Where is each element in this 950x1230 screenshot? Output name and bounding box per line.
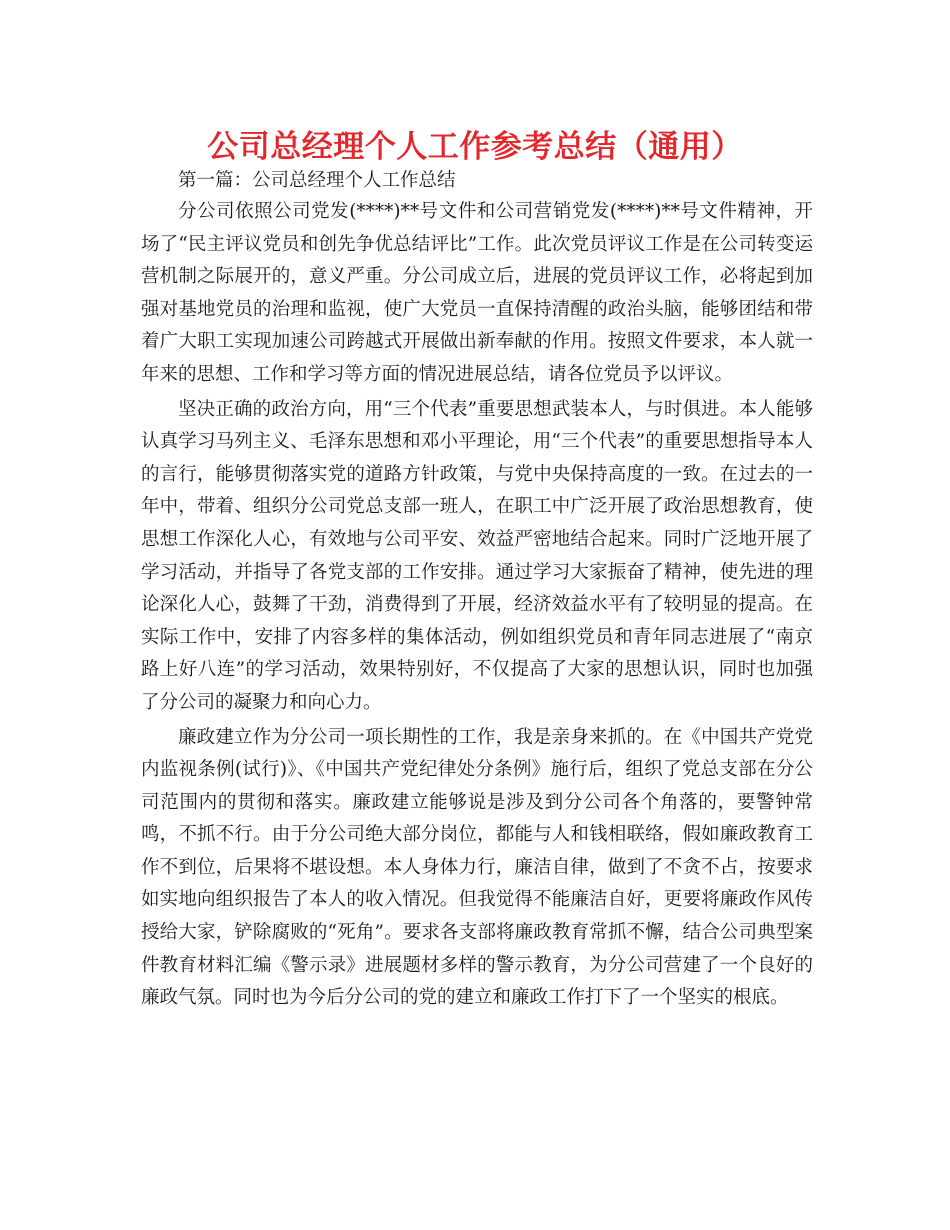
document-body [141,166,813,1015]
paragraph-2: 坚决正确的政治方向，用“三个代表”重要思想武装本人，与时俱进。本人能够认真学习马列主义、毛泽东思想和邓小平理论，用“三个代表”的重要思想指导本人的言行，能够贯彻落实党的道路方针政策，与党中央保持高度的一致。在过去的一年中，带着、组织分公司党总支部一班人，在职工中广泛开展了政治思想教育，使思想工作深化人心，有效地与公司平安、效益严密地结合起来。同时广泛地开展了学习活动，并指导了各党支部的工作安排。通过学习大家振奋了精神，使先进的理论深化人心，鼓舞了干劲，消费得到了开展，经济效益水平有了较明显的提高。在实际工作中，安排了内容多样的集体活动，例如组织党员和青年同志进展了“南京路上好八连”的学习活动，效果特别好，不仅提高了大家的思想认识，同时也加强了分公司的凝聚力和向心力。 [141,398,813,713]
document-title: 公司总经理个人工作参考总结（通用） [207,129,743,165]
section-subheading: 第一篇：公司总经理个人工作总结 [178,170,456,191]
paragraph-1: 分公司依照公司党发(****)**号文件和公司营销党发(****)**号文件精神，开场了“民主评议党员和创先争优总结评比”工作。此次党员评议工作是在公司转变运营机制之际展开的，意义严重。分公司成立后，进展的党员评议工作，必将起到加强对基地党员的治理和监视，使广大党员一直保持清醒的政治头脑，能够团结和带着广大职工实现加速公司跨越式开展做出新奉献的作用。按照文件要求，本人就一年来的思想、工作和学习等方面的情况进展总结，请各位党员予以评议。 [141,201,813,385]
paragraph-3: 廉政建立作为分公司一项长期性的工作，我是亲身来抓的。在《中国共产党党内监视条例(试行)》、《中国共产党纪律处分条例》施行后，组织了党总支部在分公司范围内的贯彻和落实。廉政建立能够说是涉及到分公司各个角落的，要警钟常鸣，不抓不行。由于分公司绝大部分岗位，都能与人和钱相联络，假如廉政教育工作不到位，后果将不堪设想。本人身体力行，廉洁自律，做到了不贪不占，按要求如实地向组织报告了本人的收入情况。但我觉得不能廉洁自好，更要将廉政作风传授给大家，铲除腐败的“死角”。要求各支部将廉政教育常抓不懈，结合公司典型案件教育材料汇编《警示录》进展题材多样的警示教育，为分公司营建了一个良好的廉政气氛。同时也为今后分公司的党的建立和廉政工作打下了一个坚实的根底。 [141,726,813,1009]
